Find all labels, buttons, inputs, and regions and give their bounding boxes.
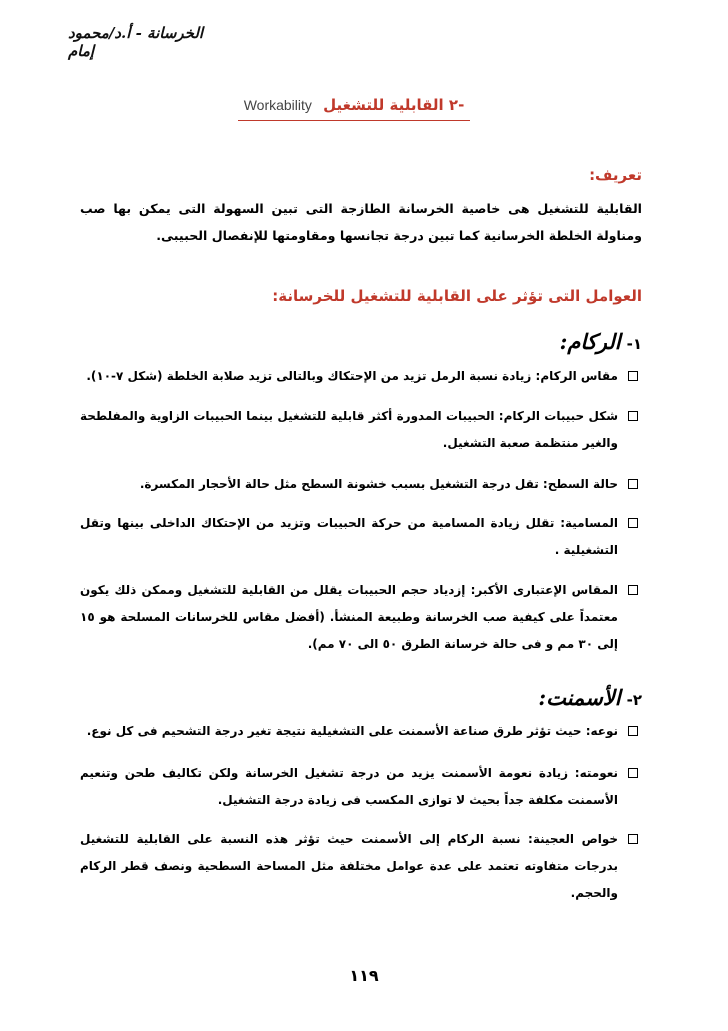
bullet-text: نعومته: زيادة نعومة الأسمنت يزيد من درجة تشغيل الخرسانة ولكن تكاليف طحن وتنعيم الأسمنت مكلفة جداً بحيث لا توازى المكسب فى زيادة درجة التشغيل.: [80, 766, 618, 807]
section-title-arabic: القابلية للتشغيل: [323, 96, 444, 114]
bullet-text: نوعه: حيث تؤثر طرق صناعة الأسمنت على التشغيلية نتيجة تغير درجة التشحيم فى كل نوع.: [86, 724, 618, 738]
bullet-item: [80, 826, 642, 907]
checkbox-bullet-icon: [628, 518, 638, 528]
definition-text: القابلية للتشغيل هى خاصية الخرسانة الطازجة التى تبين السهولة التى يمكن بها صب ومناولة الخلطة الخرسانية كما تبين درجة تجانسها ومقاومتها للإنفصال الحبيبى.: [80, 201, 642, 243]
definition-heading: تعريف:: [589, 166, 642, 184]
cement-title: الأسمنت:: [538, 685, 621, 710]
bullet-text: المقاس الإعتبارى الأكبر: إزدياد حجم الحبيبات يقلل من القابلية للتشغيل وممكن ذلك يكون معتمداً على كيفية صب الخرسانة وطبيعة المنشأ. (أفضل مقاس للخرسانات المسلحة هو ١٥ إلى ٣٠ مم و فى حالة خرسانة الطرق ٥٠ الى ٧٠ مم).: [80, 583, 618, 651]
bullet-item: [80, 510, 642, 564]
bullet-item: [80, 718, 642, 745]
bullet-item: [80, 403, 642, 457]
checkbox-bullet-icon: [628, 371, 638, 381]
section-title-english: Workability: [243, 97, 312, 113]
checkbox-bullet-icon: [628, 834, 638, 844]
bullet-text: شكل حبيبات الركام: الحبيبات المدورة أكثر قابلية للتشغيل بينما الحبيبات الزاوية والمفلطحة والغير منتظمة صعبة التشغيل.: [80, 409, 618, 450]
checkbox-bullet-icon: [628, 726, 638, 736]
checkbox-bullet-icon: [628, 411, 638, 421]
cement-subheading: [538, 685, 642, 710]
checkbox-bullet-icon: [628, 479, 638, 489]
bullet-text: المسامية: تقلل زيادة المسامية من حركة الحبيبات وتزيد من الإحتكاك الداخلى بينها وتقل التشغيلية .: [80, 516, 618, 557]
bullet-text: مقاس الركام: زيادة نسبة الرمل تزيد من الإحتكاك وبالتالى تزيد صلابة الخلطة (شكل ٧-١٠).: [86, 369, 618, 383]
cement-number: ٢-: [626, 691, 642, 709]
bullet-text: حالة السطح: تقل درجة التشغيل بسبب خشونة السطح مثل حالة الأحجار المكسرة.: [139, 477, 618, 491]
factors-heading: العوامل التى تؤثر على القابلية للتشغيل للخرسانة:: [272, 287, 642, 305]
section-title: [238, 96, 470, 121]
bullet-item: [80, 363, 642, 390]
aggregate-number: ١-: [626, 335, 642, 353]
aggregate-subheading: [560, 329, 642, 354]
running-head: الخرسانة - أ.د/محمود إمام: [68, 24, 204, 60]
checkbox-bullet-icon: [628, 585, 638, 595]
section-number: -٢: [448, 96, 465, 114]
page-number: ١١٩: [349, 966, 379, 985]
bullet-text: خواص العجينة: نسبة الركام إلى الأسمنت حيث تؤثر هذه النسبة على القابلية للتشغيل بدرجات متفاوته تعتمد على عدة عوامل مختلفة مثل المساحة السطحية ونصف قطر الركام والحجم.: [80, 832, 618, 900]
aggregate-title: الركام:: [559, 329, 621, 354]
checkbox-bullet-icon: [628, 768, 638, 778]
bullet-item: [80, 760, 642, 814]
bullet-item: [80, 577, 642, 658]
bullet-item: [80, 471, 642, 498]
